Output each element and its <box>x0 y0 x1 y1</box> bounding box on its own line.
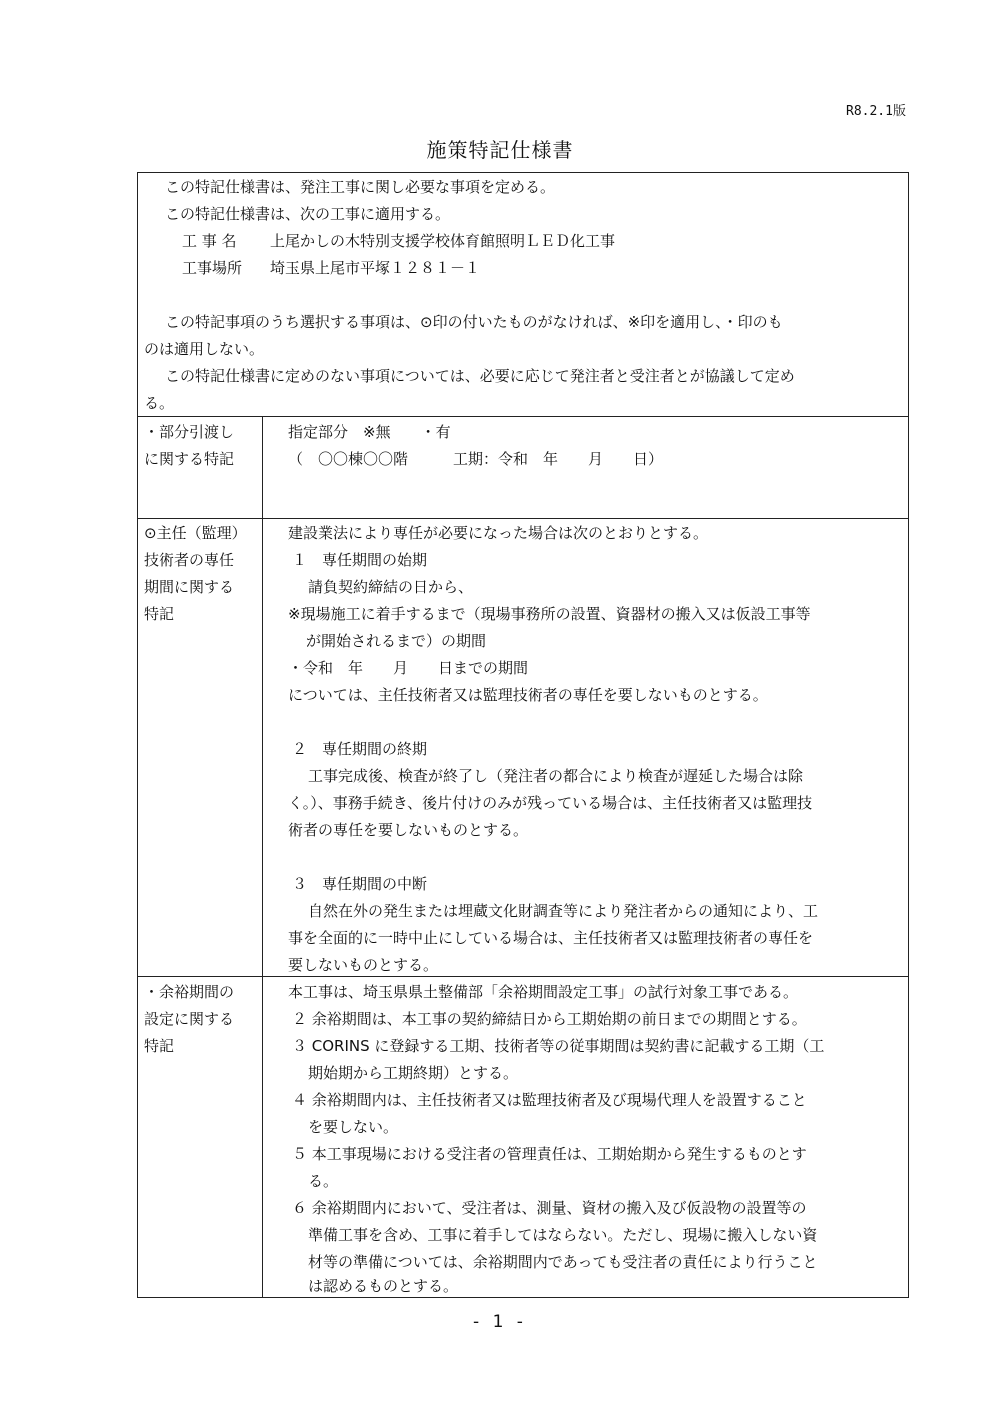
row-label: に関する特記 <box>144 450 235 468</box>
row-content-line: ２ 余裕期間は、本工事の契約締結日から工期始期の前日までの期間とする。 <box>292 1010 807 1028</box>
intro-line: この特記仕様書は、次の工事に適用する。 <box>165 205 451 223</box>
row-content-line: （ 〇〇棟〇〇階 工期：令和 年 月 日） <box>288 450 664 468</box>
selection-rule: のは適用しない。 <box>144 340 265 358</box>
other-rule: る。 <box>144 394 175 412</box>
row-content-line: 工事完成後、検査が終了し（発注者の都合により検査が遅延した場合は除 <box>308 767 804 785</box>
row-label: ・余裕期間の <box>144 983 235 1001</box>
row-content-line: 期始期から工期終期）とする。 <box>308 1064 519 1082</box>
selection-rule: この特記事項のうち選択する事項は、⊙印の付いたものがなければ、※印を適用し、・印のも <box>165 313 783 331</box>
row-content-line: 術者の専任を要しないものとする。 <box>288 821 529 839</box>
row-label: ・部分引渡し <box>144 423 235 441</box>
row-content-line: ４ 余裕期間内は、主任技術者又は監理技術者及び現場代理人を設置すること <box>292 1091 807 1109</box>
row-divider <box>138 518 908 519</box>
row-divider <box>138 976 908 977</box>
other-rule: この特記仕様書に定めのない事項については、必要に応じて発注者と受注者とが協議して定め <box>165 367 795 385</box>
row-content-line: ※現場施工に着手するまで（現場事務所の設置、資器材の搬入又は仮設工事等 <box>288 605 811 623</box>
row-content-line: ３ 専任期間の中断 <box>292 875 428 893</box>
row-label: 設定に関する <box>144 1010 235 1028</box>
row-content-line: 材等の準備については、余裕期間内であっても受注者の責任により行うこと <box>308 1253 818 1271</box>
row-content-line: る。 <box>308 1172 339 1190</box>
specification-table <box>137 172 909 1298</box>
project-location: 埼玉県上尾市平塚１２８１－１ <box>270 259 481 277</box>
row-content-line: く。）、事務手続き、後片付けのみが残っている場合は、主任技術者又は監理技 <box>288 794 813 812</box>
project-name-label: 工 事 名 <box>182 232 237 250</box>
row-content-line: 要しないものとする。 <box>288 956 439 974</box>
row-content-line: 請負契約締結の日から、 <box>308 578 474 596</box>
row-label: 特記 <box>144 1037 175 1055</box>
row-label: 特記 <box>144 605 175 623</box>
project-name: 上尾かしの木特別支援学校体育館照明ＬＥＤ化工事 <box>270 232 616 250</box>
row-label: 技術者の専任 <box>144 551 235 569</box>
row-content-line: 準備工事を含め、工事に着手してはならない。ただし、現場に搬入しない資 <box>308 1226 818 1244</box>
row-content-line: ２ 専任期間の終期 <box>292 740 428 758</box>
row-content-line: 事を全面的に一時中止にしている場合は、主任技術者又は監理技術者の専任を <box>288 929 814 947</box>
row-content-line: ６ 余裕期間内において、受注者は、測量、資材の搬入及び仮設物の設置等の <box>292 1199 807 1217</box>
page-number: - 1 - <box>473 1312 527 1332</box>
row-content-line: ３ CORINS に登録する工期、技術者等の従事期間は契約書に記載する工期（工 <box>292 1037 825 1055</box>
row-content-line: １ 専任期間の始期 <box>292 551 428 569</box>
row-label: ⊙主任（監理） <box>144 524 247 542</box>
row-label: 期間に関する <box>144 578 235 596</box>
row-content-line: ５ 本工事現場における受注者の管理責任は、工期始期から発生するものとす <box>292 1145 807 1163</box>
column-divider <box>262 416 263 1298</box>
row-content-line: については、主任技術者又は監理技術者の専任を要しないものとする。 <box>288 686 768 704</box>
row-content-line: ・令和 年 月 日までの期間 <box>288 659 529 677</box>
row-content-line: 自然在外の発生または埋蔵文化財調査等により発注者からの通知により、工 <box>308 902 819 920</box>
row-content-line: 指定部分 ※無 ・有 <box>288 423 451 441</box>
document-title: 施策特記仕様書 <box>426 138 574 162</box>
row-content-line: 本工事は、埼玉県県土整備部「余裕期間設定工事」の試行対象工事である。 <box>288 983 799 1001</box>
row-divider <box>138 416 908 417</box>
row-content-line: が開始されるまで）の期間 <box>306 632 487 650</box>
row-content-line: 建設業法により専任が必要になった場合は次のとおりとする。 <box>288 524 709 542</box>
row-content-line: を要しない。 <box>308 1118 399 1136</box>
intro-line: この特記仕様書は、発注工事に関し必要な事項を定める。 <box>165 178 556 196</box>
row-content-line: は認めるものとする。 <box>308 1277 459 1295</box>
version-label: R8.2.1版 <box>846 104 906 119</box>
project-location-label: 工事場所 <box>182 259 243 277</box>
